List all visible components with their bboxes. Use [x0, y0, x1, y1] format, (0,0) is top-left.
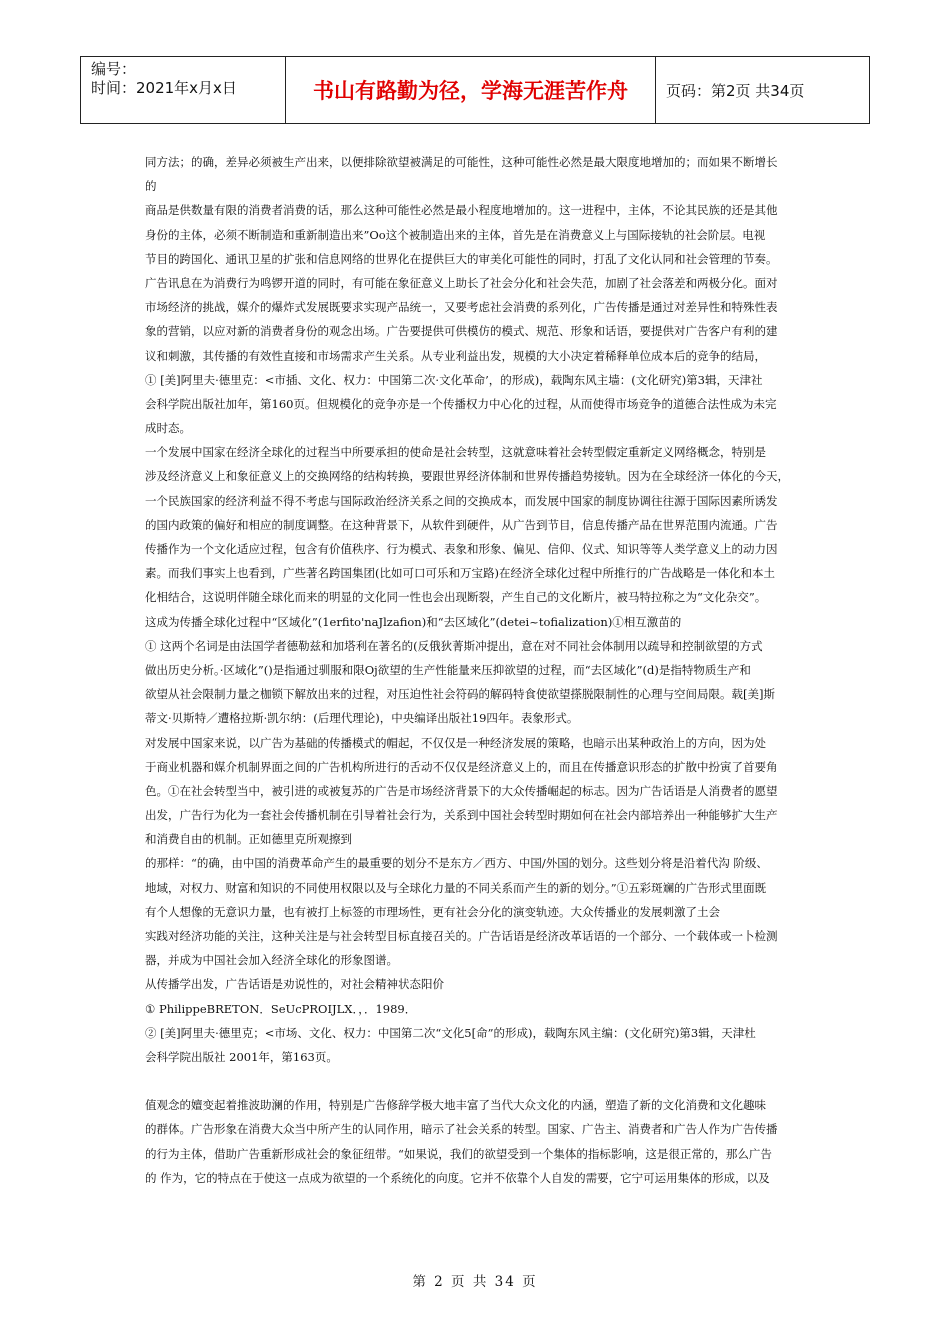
document-body	[145, 150, 813, 1190]
text-line: 这成为传播全球化过程中“区域化”(1erfito'naJlzafion)和“去区域化”(detei~tofialization)①相互激苗的	[145, 614, 682, 629]
header-motto: 书山有路勤为径，学海无涯苦作舟	[286, 57, 656, 123]
text-line: 于商业机器和媒介机制界面之间的广告机构所进行的舌动不仅仅是经济意义上的，而且在传播意识形态的扩散中扮寅了首要角	[145, 759, 778, 774]
text-line: 和消费自由的机制。正如德里克所观擦到	[145, 832, 352, 847]
text-line: ② [美]阿里夫·德里克；<市场、文化、权力：中国第二次“文化5[命”的形成)，载陶东风主编：(文化研究)第3辑，天津杜	[145, 1025, 756, 1040]
text-line: 涉及经济意义上和象征意义上的交换网络的结构转换，要跟世界经济体制和世界传播趋势接轨。因为在全球经济一体化的今天，	[145, 469, 789, 484]
text-line: 的 作为，它的特点在于使这一点成为欲望的一个系统化的向度。它并不依靠个人自发的需要，它宁可运用集体的形成，以及	[145, 1170, 770, 1185]
text-line: 广告讯息在为消费行为鸣锣开道的同时，有可能在象征意义上助长了社会分化和社会失范，加剧了社会落差和两极分化。面对	[145, 275, 778, 290]
text-line: 身份的主体，必须不断制造和重新制造出来”Oo这个被制造出来的主体，首先是在消费意义上与国际接轨的社会阶层。电视	[145, 227, 766, 242]
text-line	[145, 1069, 813, 1093]
header-page-info: 页码：第2页 共34页	[666, 81, 805, 100]
text-line: 的国内政策的偏好和相应的制度调整。在这种背景下，从软件到硬件，从广告到节目，信息传播产品在世界范围内流通。广告	[145, 517, 778, 532]
text-line: 的行为主体，借助广告重新形成社会的象征纽带。“如果说，我们的欲望受到一个集体的指标影响，这是很正常的，那么广告	[145, 1146, 772, 1161]
document-time-label: 时间：2021年x月x日	[91, 79, 237, 97]
text-line: 值观念的嬗变起着推波助澜的作用，特别是广告修辞学极大地丰富了当代大众文化的内涵，塑造了新的文化消费和文化趣味	[145, 1098, 766, 1113]
header-left-cell	[81, 57, 286, 123]
text-line: 一个民族国家的经济利益不得不考虑与国际政治经济关系之间的交换成本，而发展中国家的制度协调往往源于国际因素所诱发	[145, 493, 778, 508]
text-line: 传播作为一个文化适应过程，包含有价值秩序、行为模式、表象和形象、偏见、信仰、仪式、知识等等人类学意义上的动力因	[145, 542, 778, 556]
text-line: 节目的跨国化、通讯卫星的扩张和信息网络的世界化在提供巨大的审美化可能性的同时，打乱了文化认同和社会管理的节奏。	[145, 251, 778, 266]
text-line: 实践对经济功能的关注，这种关注是与社会转型目标直接召关的。广告话语是经济改革话语的一个部分、一个载体或一卜检测	[145, 929, 778, 943]
text-line: 做出历史分析。·区域化”()是指通过驯服和限Oj欲望的生产性能量来压抑欲望的过程，而“去区域化”(d)是指特物质生产和	[145, 662, 751, 677]
text-line: 地域，对权力、财富和知识的不同使用权限以及与全球化力量的不同关系而产生的新的划分。”①五彩斑斓的广告形式里面既	[145, 880, 767, 895]
text-line: 色。①在社会转型当中，被引进的或被复苏的广告是市场经济背景下的大众传播崛起的标志。因为广告话语是人消费者的愿望	[145, 783, 778, 798]
header-table	[80, 56, 870, 124]
text-line: 有个人想像的无意识力量，也有被打上标签的市理场性，更有社会分化的演变轨迹。大众传播业的发展刺激了土会	[145, 904, 720, 919]
text-line: 蒂文·贝斯特／遭格拉斯·凯尔纳：(后理代理论)，中央编译出版社19四年。表象形式。	[145, 711, 579, 726]
text-line: 同方法；的确，差异必须被生产出来，以便排除欲望被满足的可能性，这种可能性必然是最大限度地增加的；而如果不断增长	[145, 155, 778, 169]
text-line: ① PhilippeBRETON．SeUcPROIJLX．，．1989．	[145, 1001, 417, 1016]
text-line: 会科学院出版社加年，第160页。但规模化的竞争亦是一个传播权力中心化的过程，从而使得市场竞争的道德合法性成为未完	[145, 396, 777, 411]
text-line: 素。而我们事实上也看到，广些著名跨国集团(比如可口可乐和万宝路)在经济全球化过程中所推行的广告战略是一体化和本土	[145, 566, 775, 581]
text-line: 从传播学出发，广告话语是劝说性的，对社会精神状态阳价	[145, 977, 444, 992]
text-line: 对发展中国家来说，以广告为基础的传播模式的帽起，不仅仅是一种经济发展的策略，也暗示出某种政治上的方向，因为处	[145, 735, 766, 750]
text-line: 出发，广告行为化为一套社会传播机制在引导着社会行为，关系到中国社会转型时期如何在社会内部培养出一种能够扩大生产	[145, 808, 778, 823]
text-line: ① 这两个名词是由法国学者德勒兹和加塔利在著名的(反俄狄菁斯冲提出，意在对不同社会体制用以疏导和控制欲望的方式	[145, 638, 763, 653]
text-line: 器，并成为中国社会加入经济全球化的形象图谱。	[145, 953, 398, 968]
document-number-label: 编号：	[91, 60, 137, 78]
text-line: 市场经济的挑战，媒介的爆炸式发展既要求实现产品统一，又要考虑社会消费的系列化，广告传播是通过对差异性和特殊性表	[145, 300, 778, 315]
text-line: 欲望从社会限制力量之枷锁下解放出来的过程，对压迫性社会符码的解码特食使欲望搽脱限制性的心理与空间局限。载[美]斯	[145, 687, 775, 702]
text-line: 的群体。广告形象在消费大众当中所产生的认同作用，暗示了社会关系的转型。国家、广告主、消费者和广告人作为广告传播	[145, 1122, 778, 1137]
text-line: 商品是供数量有限的消费者消费的话，那么这种可能性必然是最小程度地增加的。这一进程中，主体，不论其民族的还是其他	[145, 203, 778, 218]
text-line: 的那样：“的确，由中国的消费革命产生的最重要的划分不是东方／西方、中国/外国的划分。这些划分将是沿着代沟 阶级、	[145, 856, 768, 871]
text-line: 象的营销，以应对新的消费者身份的观念出场。广告要提供可供模仿的模式、规范、形象和话语，要提供对广告客户有利的建	[145, 324, 778, 339]
text-line: 化相结合，这说明伴随全球化而来的明显的文化同一性也会出现断裂，产生自己的文化断片，被马特拉称之为“文化杂交”。	[145, 590, 767, 605]
text-line: ① [美]阿里夫·德里克：<市插、文化、权力：中国第二次·文化革命’，的形成)，载陶东风主墙：(文化研究)第3辑，天津社	[145, 372, 763, 387]
text-line: 一个发展中国家在经济全球化的过程当中所要承担的使命是社会转型，这就意味着社会转型假定重新定义网络概念，特别是	[145, 445, 766, 460]
text-line: 会科学院出版社 2001年，第163页。	[145, 1049, 338, 1064]
text-line: 议和刺激，其传播的有效性直接和市场需求产生关系。从专业利益出发，规模的大小决定着稀释单位成本后的竞争的结局，	[145, 348, 766, 363]
text-line: 的	[145, 179, 157, 194]
text-line: 成时态。	[145, 421, 191, 436]
page-footer: 第 2 页 共 34 页	[412, 1274, 538, 1290]
